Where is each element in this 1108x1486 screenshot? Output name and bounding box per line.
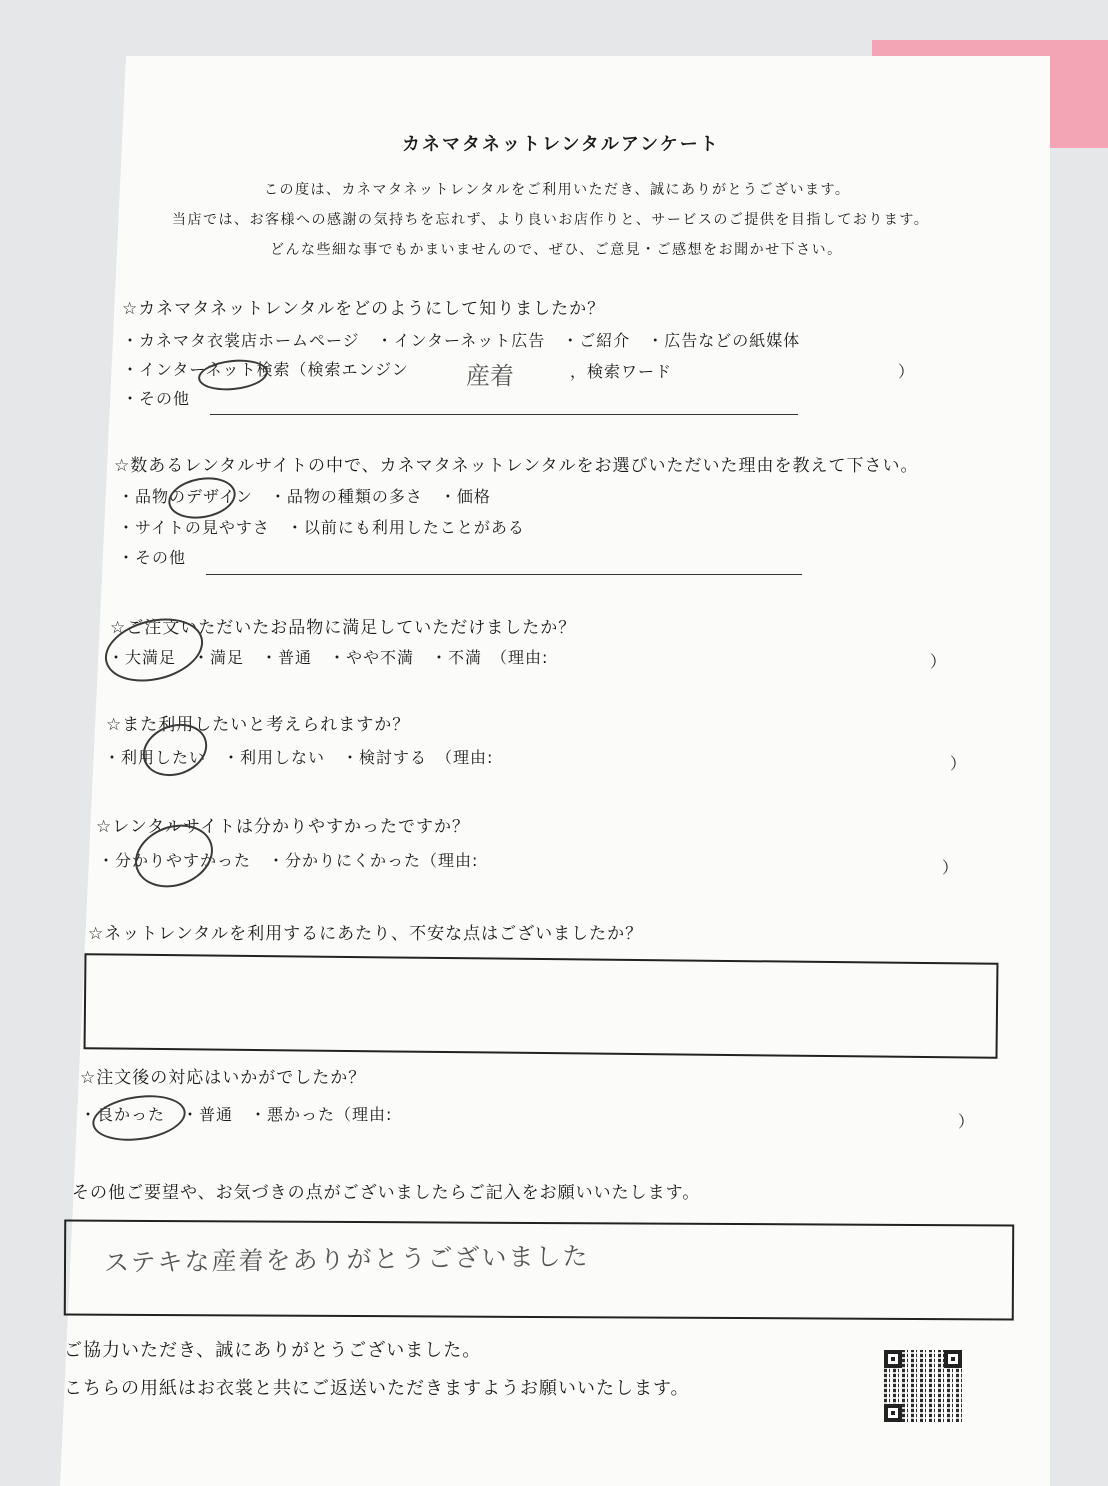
q3-question: ☆ご注文いただいたお品物に満足していただけましたか？ bbox=[110, 618, 577, 638]
q4-options: ・利用したい ・利用しない ・検討する （理由: bbox=[104, 748, 494, 767]
survey-title: カネマタネットレンタルアンケート bbox=[402, 134, 720, 155]
q2-question: ☆数あるレンタルサイトの中で、カネマタネットレンタルをお選びいただいた理由を教えて下さい。 bbox=[114, 456, 919, 476]
qr-finder-pattern bbox=[884, 1404, 902, 1422]
q4-close-paren: ） bbox=[950, 754, 968, 773]
q2-options-line-1: ・品物のデザイン ・品物の種類の多さ ・価格 bbox=[118, 487, 491, 506]
qr-finder-pattern bbox=[944, 1350, 962, 1368]
q7-options: ・良かった ・普通 ・悪かった（理由: bbox=[80, 1105, 393, 1124]
footer-thanks: ご協力いただき、誠にありがとうございました。 bbox=[64, 1340, 482, 1361]
comments-prompt: その他ご要望や、お気づきの点がございましたらご記入をお願いいたします。 bbox=[72, 1183, 701, 1203]
q2-options-line-2: ・サイトの見やすさ ・以前にも利用したことがある bbox=[118, 518, 525, 537]
qr-code-icon[interactable] bbox=[884, 1350, 962, 1422]
q6-answer-box[interactable] bbox=[84, 953, 999, 1059]
q2-other-label: ・その他 bbox=[118, 548, 187, 567]
intro-line-1: この度は、カネマタネットレンタルをご利用いただき、誠にありがとうございます。 bbox=[264, 182, 851, 198]
q1-options-line-1: ・カネマタ衣裳店ホームページ ・インターネット広告 ・ご紹介 ・広告などの紙媒体 bbox=[122, 331, 801, 350]
q5-close-paren: ） bbox=[942, 858, 960, 877]
qr-finder-pattern bbox=[884, 1350, 902, 1368]
q1-close-paren: ） bbox=[898, 362, 916, 381]
q5-question: ☆レンタルサイトは分かりやすかったですか？ bbox=[96, 817, 470, 837]
intro-line-2: 当店では、お客様への感謝の気持ちを忘れず、より良いお店作りと、サービスのご提供を目指しております。 bbox=[172, 212, 930, 228]
q5-options: ・分かりやすかった ・分かりにくかった（理由: bbox=[98, 851, 479, 870]
q6-question: ☆ネットレンタルを利用するにあたり、不安な点はございましたか？ bbox=[88, 924, 644, 944]
q1-handwritten-engine-answer: 産着 bbox=[466, 362, 514, 390]
q7-question: ☆注文後の対応はいかがでしたか？ bbox=[80, 1068, 367, 1088]
q1-other-label: ・その他 bbox=[122, 389, 191, 408]
q1-keyword-label: ，検索ワード bbox=[570, 362, 673, 381]
q1-options-line-2: ・インターネット検索（検索エンジン bbox=[122, 360, 409, 379]
q7-close-paren: ） bbox=[958, 1112, 976, 1131]
q2-other-line bbox=[206, 574, 802, 575]
comments-handwritten-text: ステキな産着をありがとうございました bbox=[103, 1241, 590, 1278]
q3-options: ・大満足 ・満足 ・普通 ・やや不満 ・不満 （理由: bbox=[108, 648, 549, 667]
intro-line-3: どんな些細な事でもかまいませんので、ぜひ、ご意見・ご感想をお聞かせ下さい。 bbox=[270, 242, 843, 258]
q1-question: ☆カネマタネットレンタルをどのようにして知りましたか？ bbox=[122, 299, 606, 319]
footer-return-note: こちらの用紙はお衣裳と共にご返送いただきますようお願いいたします。 bbox=[64, 1378, 690, 1399]
q3-close-paren: ） bbox=[930, 652, 948, 671]
q1-other-line bbox=[210, 414, 798, 415]
q4-question: ☆また利用したいと考えられますか？ bbox=[106, 715, 411, 735]
